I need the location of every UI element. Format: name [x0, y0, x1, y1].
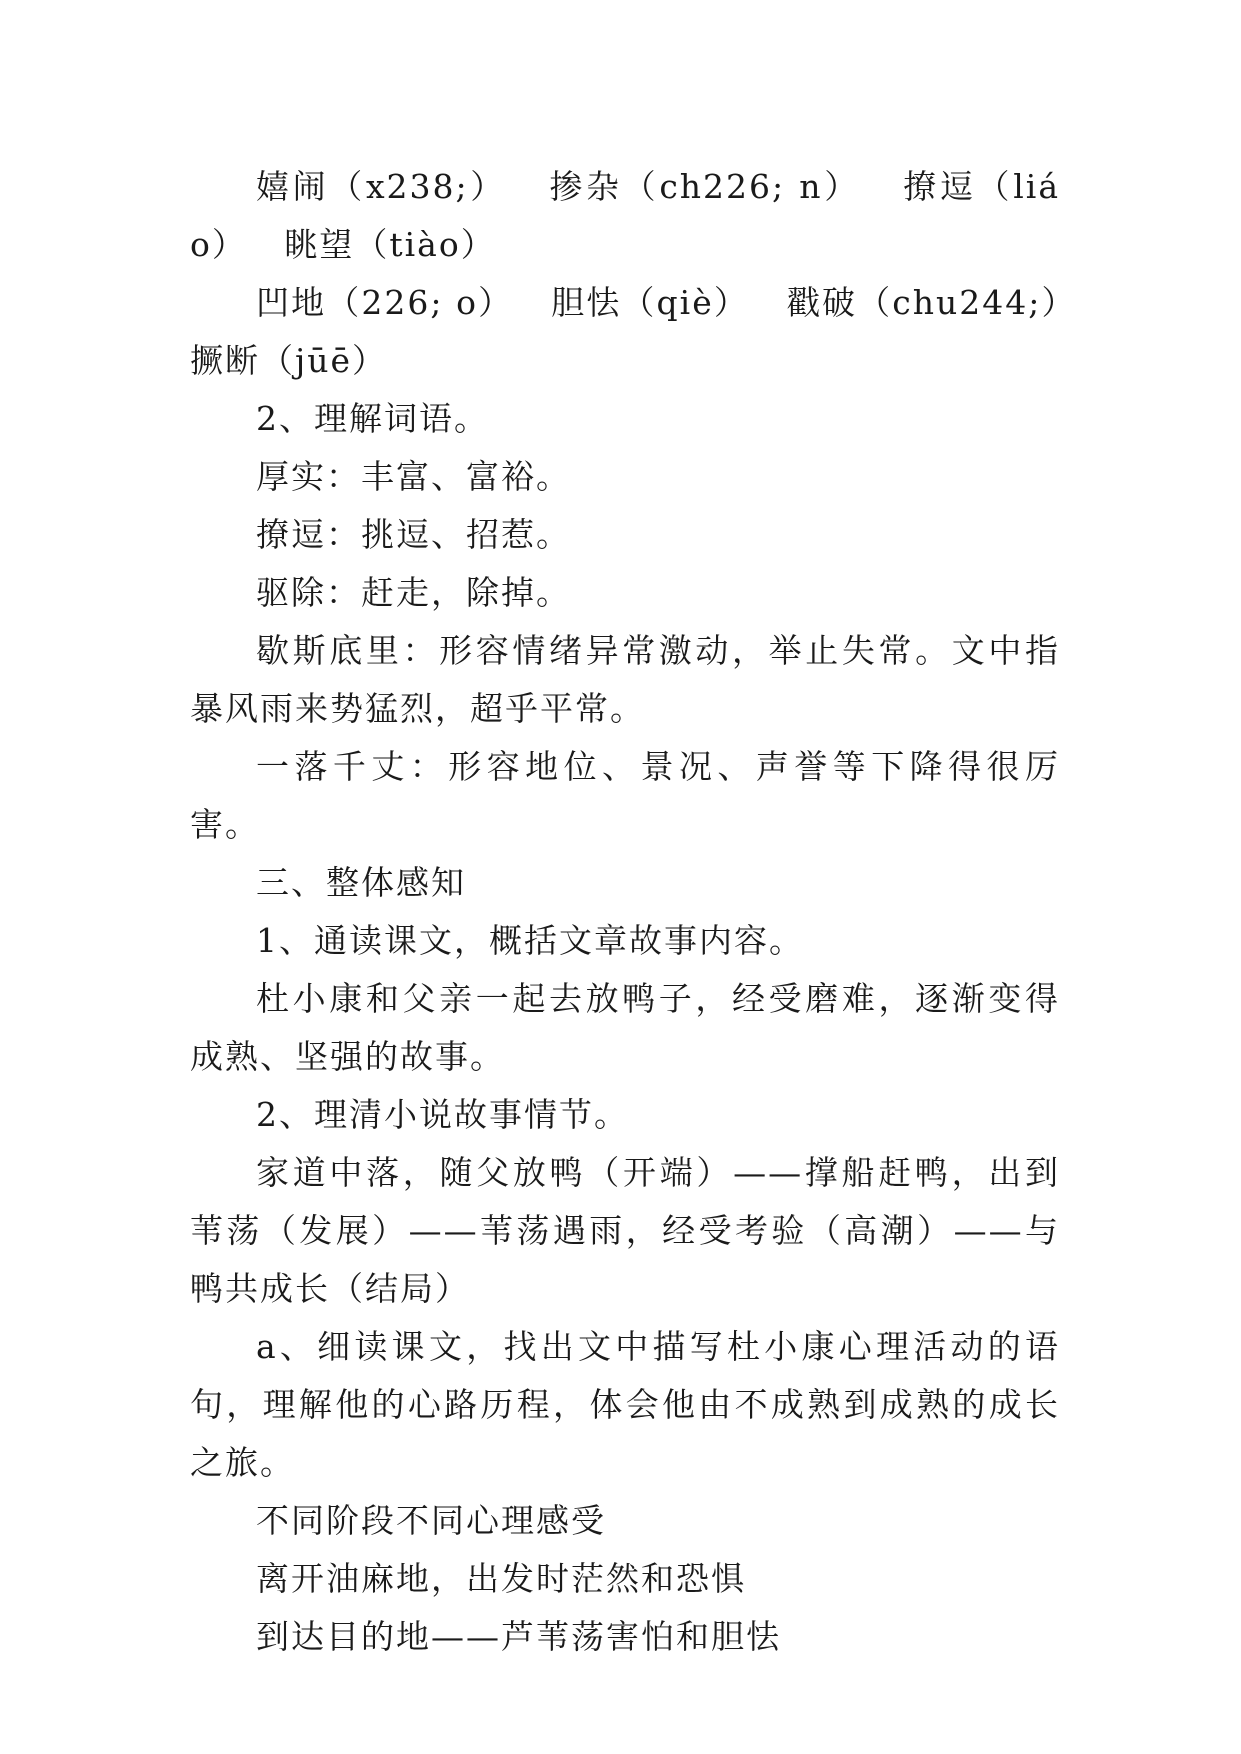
word-definition: 厚实：丰富、富裕。 — [256, 457, 571, 496]
section-heading-understand-words: 2、理解词语。 — [256, 399, 489, 438]
list-item: 到达目的地——芦苇荡害怕和胆怯 — [256, 1617, 781, 1656]
word-definition: 驱除：赶走，除掉。 — [256, 573, 571, 612]
plot-outline: 家道中落，随父放鸭（开端）——撑船赶鸭，出到苇荡（发展）——苇荡遇雨，经受考验（高潮）——与鸭共成长（结局） — [190, 1153, 1060, 1308]
list-item: 离开油麻地，出发时茫然和恐惧 — [256, 1559, 746, 1598]
story-summary: 杜小康和父亲一起去放鸭子，经受磨难，逐渐变得成熟、坚强的故事。 — [190, 979, 1060, 1076]
task-instruction: a、细读课文，找出文中描写杜小康心理活动的语句，理解他的心路历程，体会他由不成熟到成熟的成长之旅。 — [190, 1327, 1060, 1482]
list-heading: 不同阶段不同心理感受 — [256, 1501, 606, 1540]
task-heading: 2、理清小说故事情节。 — [256, 1095, 629, 1134]
vocab-pronunciation-line-2: 凹地（226; o） 胆怯（qiè） 戳破（chu244;）撅断（jūē） — [190, 283, 1060, 380]
vocab-pronunciation-line-1: 嬉闹（x238;） 掺杂（ch226; n） 撩逗（liáo） 眺望（tiào） — [190, 167, 1060, 264]
word-definition: 歇斯底里：形容情绪异常激动，举止失常。文中指暴风雨来势猛烈，超乎平常。 — [190, 631, 1060, 728]
section-heading-overall-perception: 三、整体感知 — [256, 863, 466, 902]
task-heading: 1、通读课文，概括文章故事内容。 — [256, 921, 804, 960]
word-definition: 撩逗：挑逗、招惹。 — [256, 515, 571, 554]
word-definition: 一落千丈：形容地位、景况、声誉等下降得很厉害。 — [190, 747, 1060, 844]
document-body — [190, 158, 1060, 1666]
